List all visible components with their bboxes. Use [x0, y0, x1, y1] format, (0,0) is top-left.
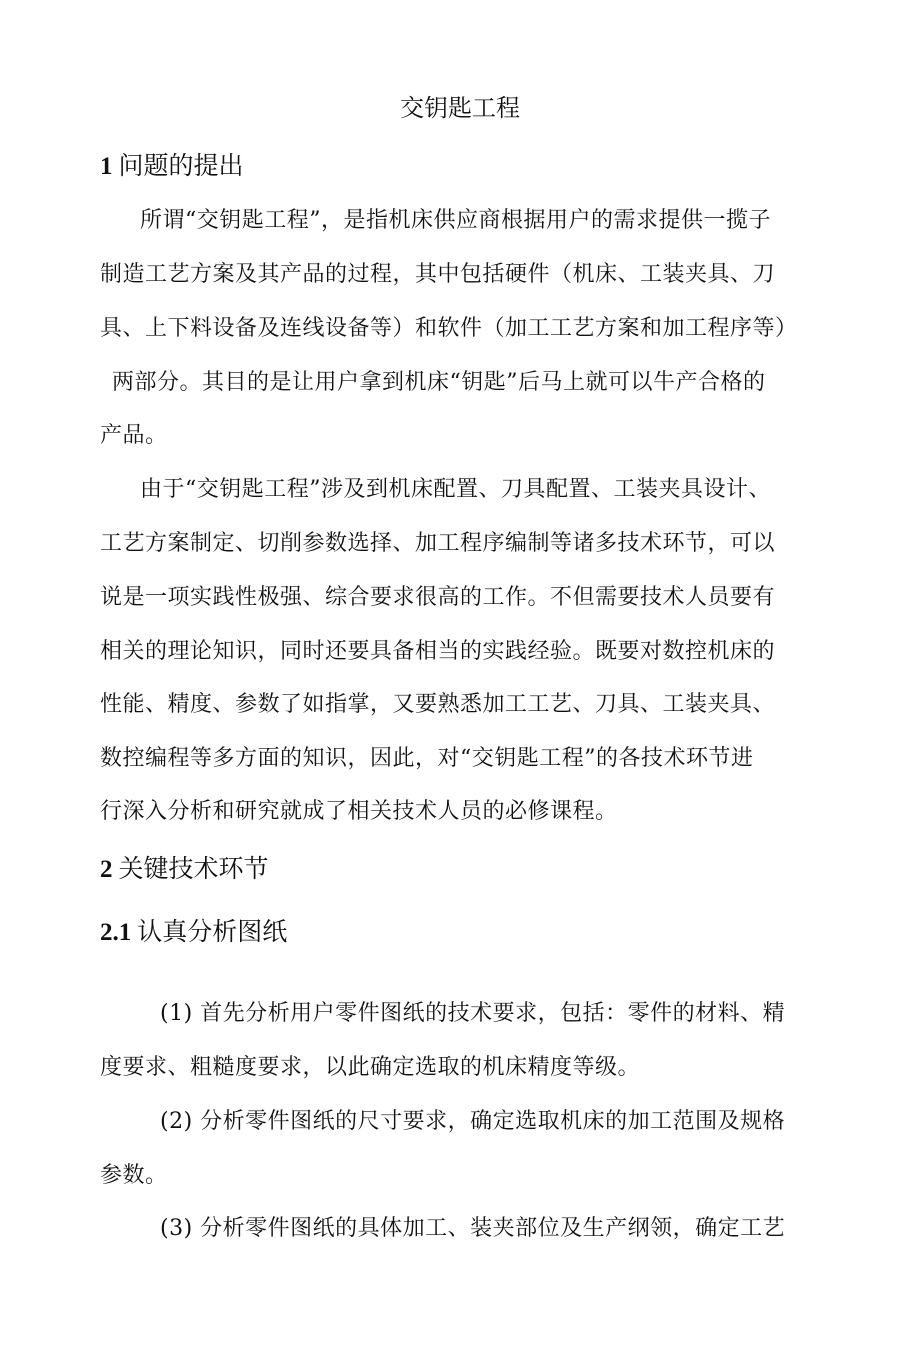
section-2-1-number: 2.1	[100, 919, 132, 946]
section-2-heading	[100, 852, 269, 887]
section-1-title: 问题的提出	[118, 151, 244, 180]
document-title: 交钥匙工程	[400, 94, 520, 122]
section-2-1-heading	[100, 915, 287, 950]
section-1-heading	[100, 149, 244, 184]
paragraph-line: 性能、精度、参数了如指掌，又要熟悉加工工艺、刀具、工装夹具、	[100, 692, 776, 717]
paragraph-line: 制造工艺方案及其产品的过程，其中包括硬件（机床、工装夹具、刀	[100, 262, 776, 287]
list-item-line: (3) 分析零件图纸的具体加工、装夹部位及生产纲领，确定工艺	[160, 1216, 786, 1241]
list-item-line: (2) 分析零件图纸的尺寸要求，确定选取机床的加工范围及规格	[160, 1109, 786, 1134]
paragraph-line: 说是一项实践性极强、综合要求很高的工作。不但需要技术人员要有	[100, 585, 776, 610]
section-2-number: 2	[100, 856, 113, 883]
list-item-line: (1) 首先分析用户零件图纸的技术要求，包括：零件的材料、精	[160, 1001, 786, 1026]
paragraph-line: 所谓“交钥匙工程”，是指机床供应商根据用户的需求提供一揽子	[140, 208, 771, 233]
section-2-1-title: 认真分析图纸	[137, 917, 288, 946]
section-2-title: 关键技术环节	[118, 854, 269, 883]
paragraph-line: 产品。	[100, 423, 168, 448]
paragraph-line: 两部分。其目的是让用户拿到机床“钥匙”后马上就可以牛产合格的	[112, 370, 766, 395]
paragraph-line: 工艺方案制定、切削参数选择、加工程序编制等诸多技术环节，可以	[100, 531, 776, 556]
paragraph-line: 数控编程等多方面的知识，因此，对“交钥匙工程”的各技术环节进	[100, 746, 754, 771]
paragraph-line: 由于“交钥匙工程”涉及到机床配置、刀具配置、工装夹具设计、	[140, 477, 771, 502]
list-item-line: 度要求、粗糙度要求，以此确定选取的机床精度等级。	[100, 1055, 641, 1080]
list-item-line: 参数。	[100, 1163, 168, 1188]
paragraph-line: 行深入分析和研究就成了相关技术人员的必修课程。	[100, 799, 618, 824]
section-1-number: 1	[100, 153, 113, 180]
paragraph-line: 相关的理论知识，同时还要具备相当的实践经验。既要对数控机床的	[100, 639, 776, 664]
paragraph-line: 具、上下料设备及连线设备等）和软件（加工工艺方案和加工程序等）	[100, 316, 798, 341]
